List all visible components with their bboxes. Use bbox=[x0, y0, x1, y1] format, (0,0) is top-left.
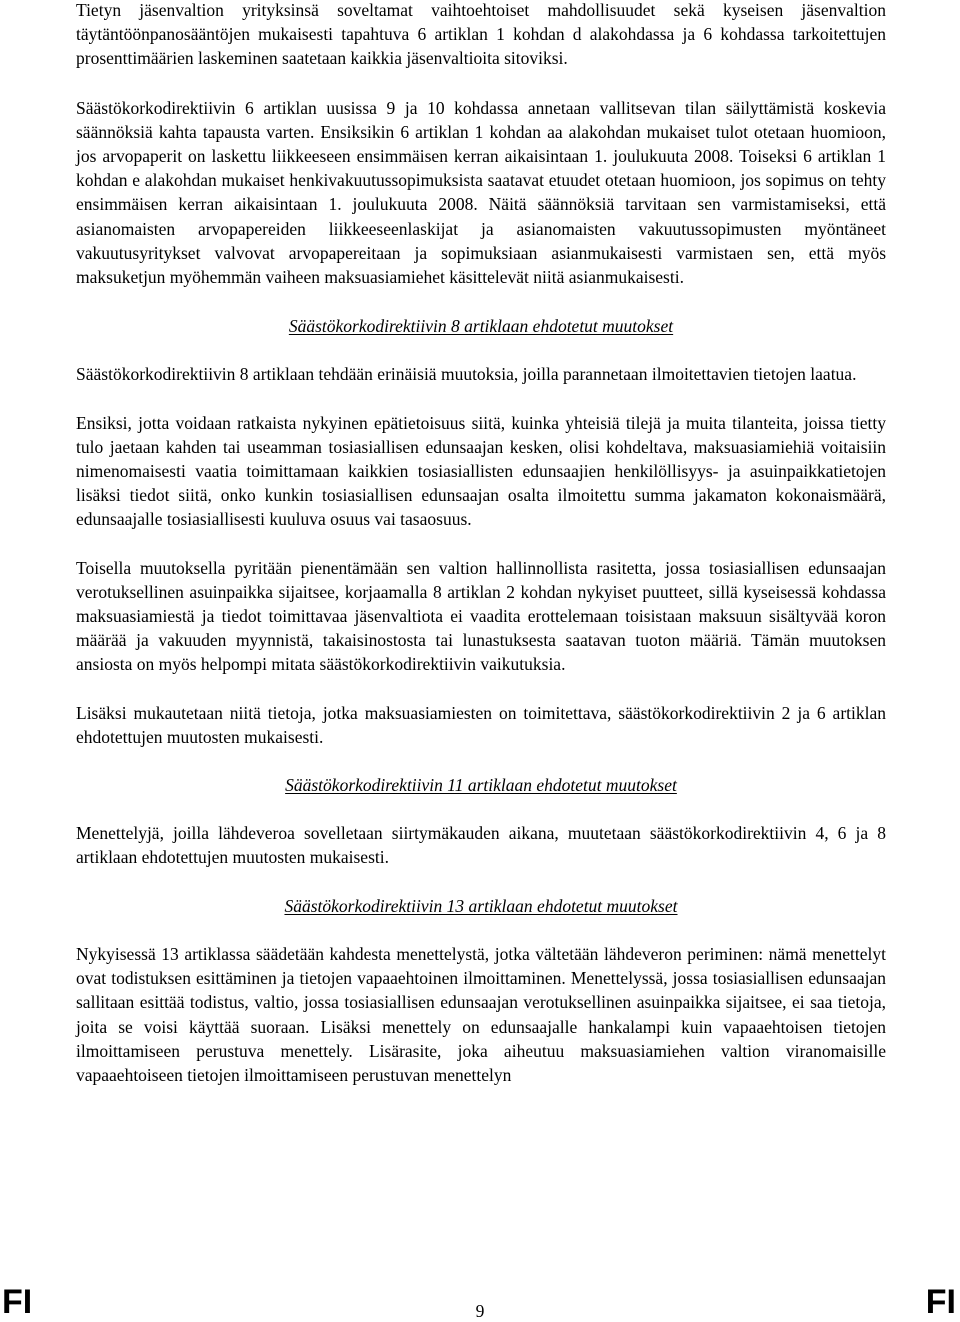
paragraph-5: Toisella muutoksella pyritään pienentämään sen valtion hallinnollista rasitetta, jossa tosiasiallisen edunsaajan verotuksellinen asuinpaikka sijaitsee, korjaamalla 8 artiklan 2 kohdan nykyiset puutteet, sillä kyseisessä kohdassa maksuasiamiestä ja tiedot toimittavaa jäsenvaltiota ei vaadita erottelemaan toisistaan maksuun sisältyvää koron määrää ja vakuuden myynnistä, takaisinostosta tai lunastuksesta saatavan tuoton määriä. Tämän muutoksen ansiosta on myös helpompi mitata säästökorkodirektiivin vaikutuksia. bbox=[76, 557, 886, 675]
footer-language-mark-left: FI bbox=[2, 1283, 33, 1321]
paragraph-3: Säästökorkodirektiivin 8 artiklaan tehdään erinäisiä muutoksia, joilla parannetaan ilmoitettavien tietojen laatua. bbox=[76, 364, 857, 385]
paragraph-2: Säästökorkodirektiivin 6 artiklan uusissa 9 ja 10 kohdassa annetaan vallitsevan tilan säilyttämistä koskevia säännöksiä kahta tapausta varten. Ensiksikin 6 artiklan 1 kohdan aa alakohdan mukaiset tulot otetaan huomioon, jos arvopaperit on laskettu liikkeeseen ensimmäisen kerran aikaisintaan 1. joulukuuta 2008. Toiseksi 6 artiklan 1 kohdan e alakohdan mukaiset henkivakuutussopimuksista saatavat etuudet otetaan huomioon, jos sopimus on tehty ensimmäisen kerran aikaisintaan 1. joulukuuta 2008. Näitä säännöksiä tarvitaan sen varmistamiseksi, että asianomaisten arvopapereiden liikkeeseenlaskijat ja asianomaisten vakuutussopimusten myöntäneet vakuutusyritykset valvovat arvopapereitaan ja sopimuksiaan asianmukaisesti varmistaen sen, että myös maksuketjun myöhemmän vaiheen maksuasiamiehet käsittelevät niitä asianmukaisesti. bbox=[76, 97, 886, 288]
section-heading-article-8: Säästökorkodirektiivin 8 artiklaan ehdotetut muutokset bbox=[288, 316, 674, 337]
paragraph-7: Menettelyjä, joilla lähdeveroa sovelletaan siirtymäkauden aikana, muutetaan säästökorkodirektiivin 4, 6 ja 8 artiklaan ehdotettujen muutosten mukaisesti. bbox=[76, 823, 886, 868]
section-heading-article-11: Säästökorkodirektiivin 11 artiklaan ehdotetut muutokset bbox=[285, 775, 677, 796]
document-body bbox=[76, 0, 886, 1087]
paragraph-6: Lisäksi mukautetaan niitä tietoja, jotka maksuasiamiesten on toimitettava, säästökorkodirektiivin 2 ja 6 artiklan ehdotettujen muutosten mukaisesti. bbox=[76, 702, 886, 747]
paragraph-4: Ensiksi, jotta voidaan ratkaista nykyinen epätietoisuus siitä, kuinka yhteisiä tilejä ja muita tilanteita, joissa tietty tulo jaetaan kahden tai useamman tosiasiallisen edunsaajan kesken, olisi kohdeltava, maksuasiamiehiä voitaisiin nimenomaisesti vaatia toimittamaan kaikkien tosiasiallisten edunsaajien henkilöllisyys- ja asuinpaikkatietojen lisäksi tiedot siitä, onko kunkin tosiasiallisen edunsaajan osalta ilmoitettu summa jakamaton kokonaismäärä, edunsaajalle tosiasiallisesti kuuluva osuus vai tasaosuus. bbox=[76, 412, 886, 530]
paragraph-1: Tietyn jäsenvaltion yrityksinsä soveltamat vaihtoehtoiset mahdollisuudet sekä kyseisen jäsenvaltion täytäntöönpanosääntöjen mukaisesti tapahtuva 6 artiklan 1 kohdan d alakohdassa ja 6 kohdassa tarkoitettujen prosenttimäärien laskeminen saatetaan kaikkia jäsenvaltioita sitoviksi. bbox=[76, 0, 886, 69]
paragraph-8: Nykyisessä 13 artiklassa säädetään kahdesta menettelystä, jotka vältetään lähdeveron periminen: nämä menettelyt ovat todistuksen esittäminen ja tietojen vapaaehtoinen ilmoittaminen. Menettelyssä, jossa tosiasiallisen edunsaajan sallitaan esittää todistus, valtio, jossa tosiasiallisen edunsaajan verotuksellinen asuinpaikka sijaitsee, ei saa tietoja, joita se voisi käyttää suoraan. Lisäksi menettely on edunsaajalle hankalampi kuin vapaaehtoisen tietojen ilmoittamiseen perustuva menettely. Lisärasite, joka aiheutuu maksuasiamiehen valtion viranomaisille vapaaehtoiseen tietojen ilmoittamiseen perustuvan menettelyn bbox=[76, 943, 886, 1085]
footer-language-mark-right: FI bbox=[925, 1283, 956, 1321]
page-number: 9 bbox=[475, 1301, 485, 1321]
section-heading-article-13: Säästökorkodirektiivin 13 artiklaan ehdotetut muutokset bbox=[284, 895, 678, 916]
